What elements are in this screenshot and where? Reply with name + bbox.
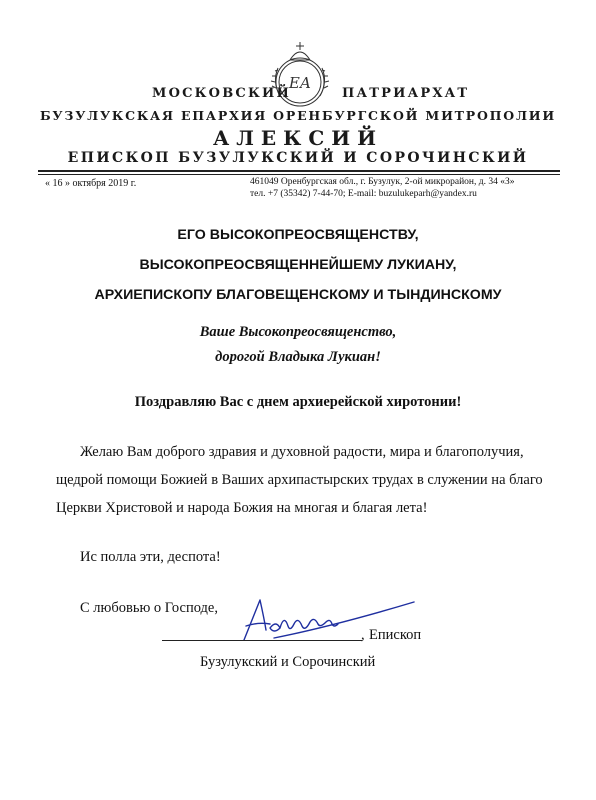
body-line: щедрой помощи Божией в Ваших архипастырских трудах в служении на благо (56, 472, 543, 488)
eparchy-emblem-icon (262, 38, 338, 114)
greeting-block (0, 320, 596, 370)
addressee-line: АРХИЕПИСКОПУ БЛАГОВЕЩЕНСКОМУ И ТЫНДИНСКОМУ (94, 287, 502, 303)
header-rule-thin (38, 174, 560, 175)
greeting-line: дорогой Владыка Лукиан! (215, 349, 381, 365)
signature-comma: , (361, 627, 365, 643)
closing-text: С любовью о Господе, (80, 600, 218, 616)
patriarchate-left: МОСКОВСКИЙ (152, 86, 291, 101)
addressee-block (0, 220, 596, 310)
patriarchate-right: ПАТРИАРХАТ (342, 86, 470, 101)
letter-date: « 16 » октября 2019 г. (45, 178, 137, 189)
bishop-name: АЛЕКСИЙ (212, 126, 384, 150)
contact-block (250, 176, 570, 200)
signer-title: Епископ (369, 627, 422, 643)
signature-line (162, 640, 362, 641)
addressee-line: ЕГО ВЫСОКОПРЕОСВЯЩЕНСТВУ, (177, 227, 419, 243)
addressee-line: ВЫСОКОПРЕОСВЯЩЕННЕЙШЕМУ ЛУКИАНУ, (139, 257, 457, 273)
signer-see: Бузулукский и Сорочинский (200, 654, 376, 670)
header-rule-thick (38, 170, 560, 172)
letter-body (56, 438, 556, 522)
body-line: Желаю Вам доброго здравия и духовной радости, мира и благополучия, (80, 444, 524, 460)
eparchy-name: БУЗУЛУКСКАЯ ЕПАРХИЯ ОРЕНБУРГСКОЙ МИТРОПОЛИИ (39, 108, 557, 123)
emblem-monogram: ЕА (288, 74, 312, 92)
greeting-line: Ваше Высокопреосвященство, (199, 324, 397, 340)
postal-address: 461049 Оренбургская обл., г. Бузулук, 2-ой микрорайон, д. 34 «З» (250, 177, 515, 187)
phone-email: тел. +7 (35342) 7-44-70; E-mail: buzulukeparh@yandex.ru (250, 189, 477, 199)
farewell-line: Ис полла эти, деспота! (80, 549, 221, 565)
bishop-title: ЕПИСКОП БУЗУЛУКСКИЙ И СОРОЧИНСКИЙ (67, 150, 529, 166)
congratulation-line: Поздравляю Вас с днем архиерейской хиротонии! (134, 394, 462, 410)
body-line: Церкви Христовой и народа Божия на многая и благая лета! (56, 500, 428, 516)
